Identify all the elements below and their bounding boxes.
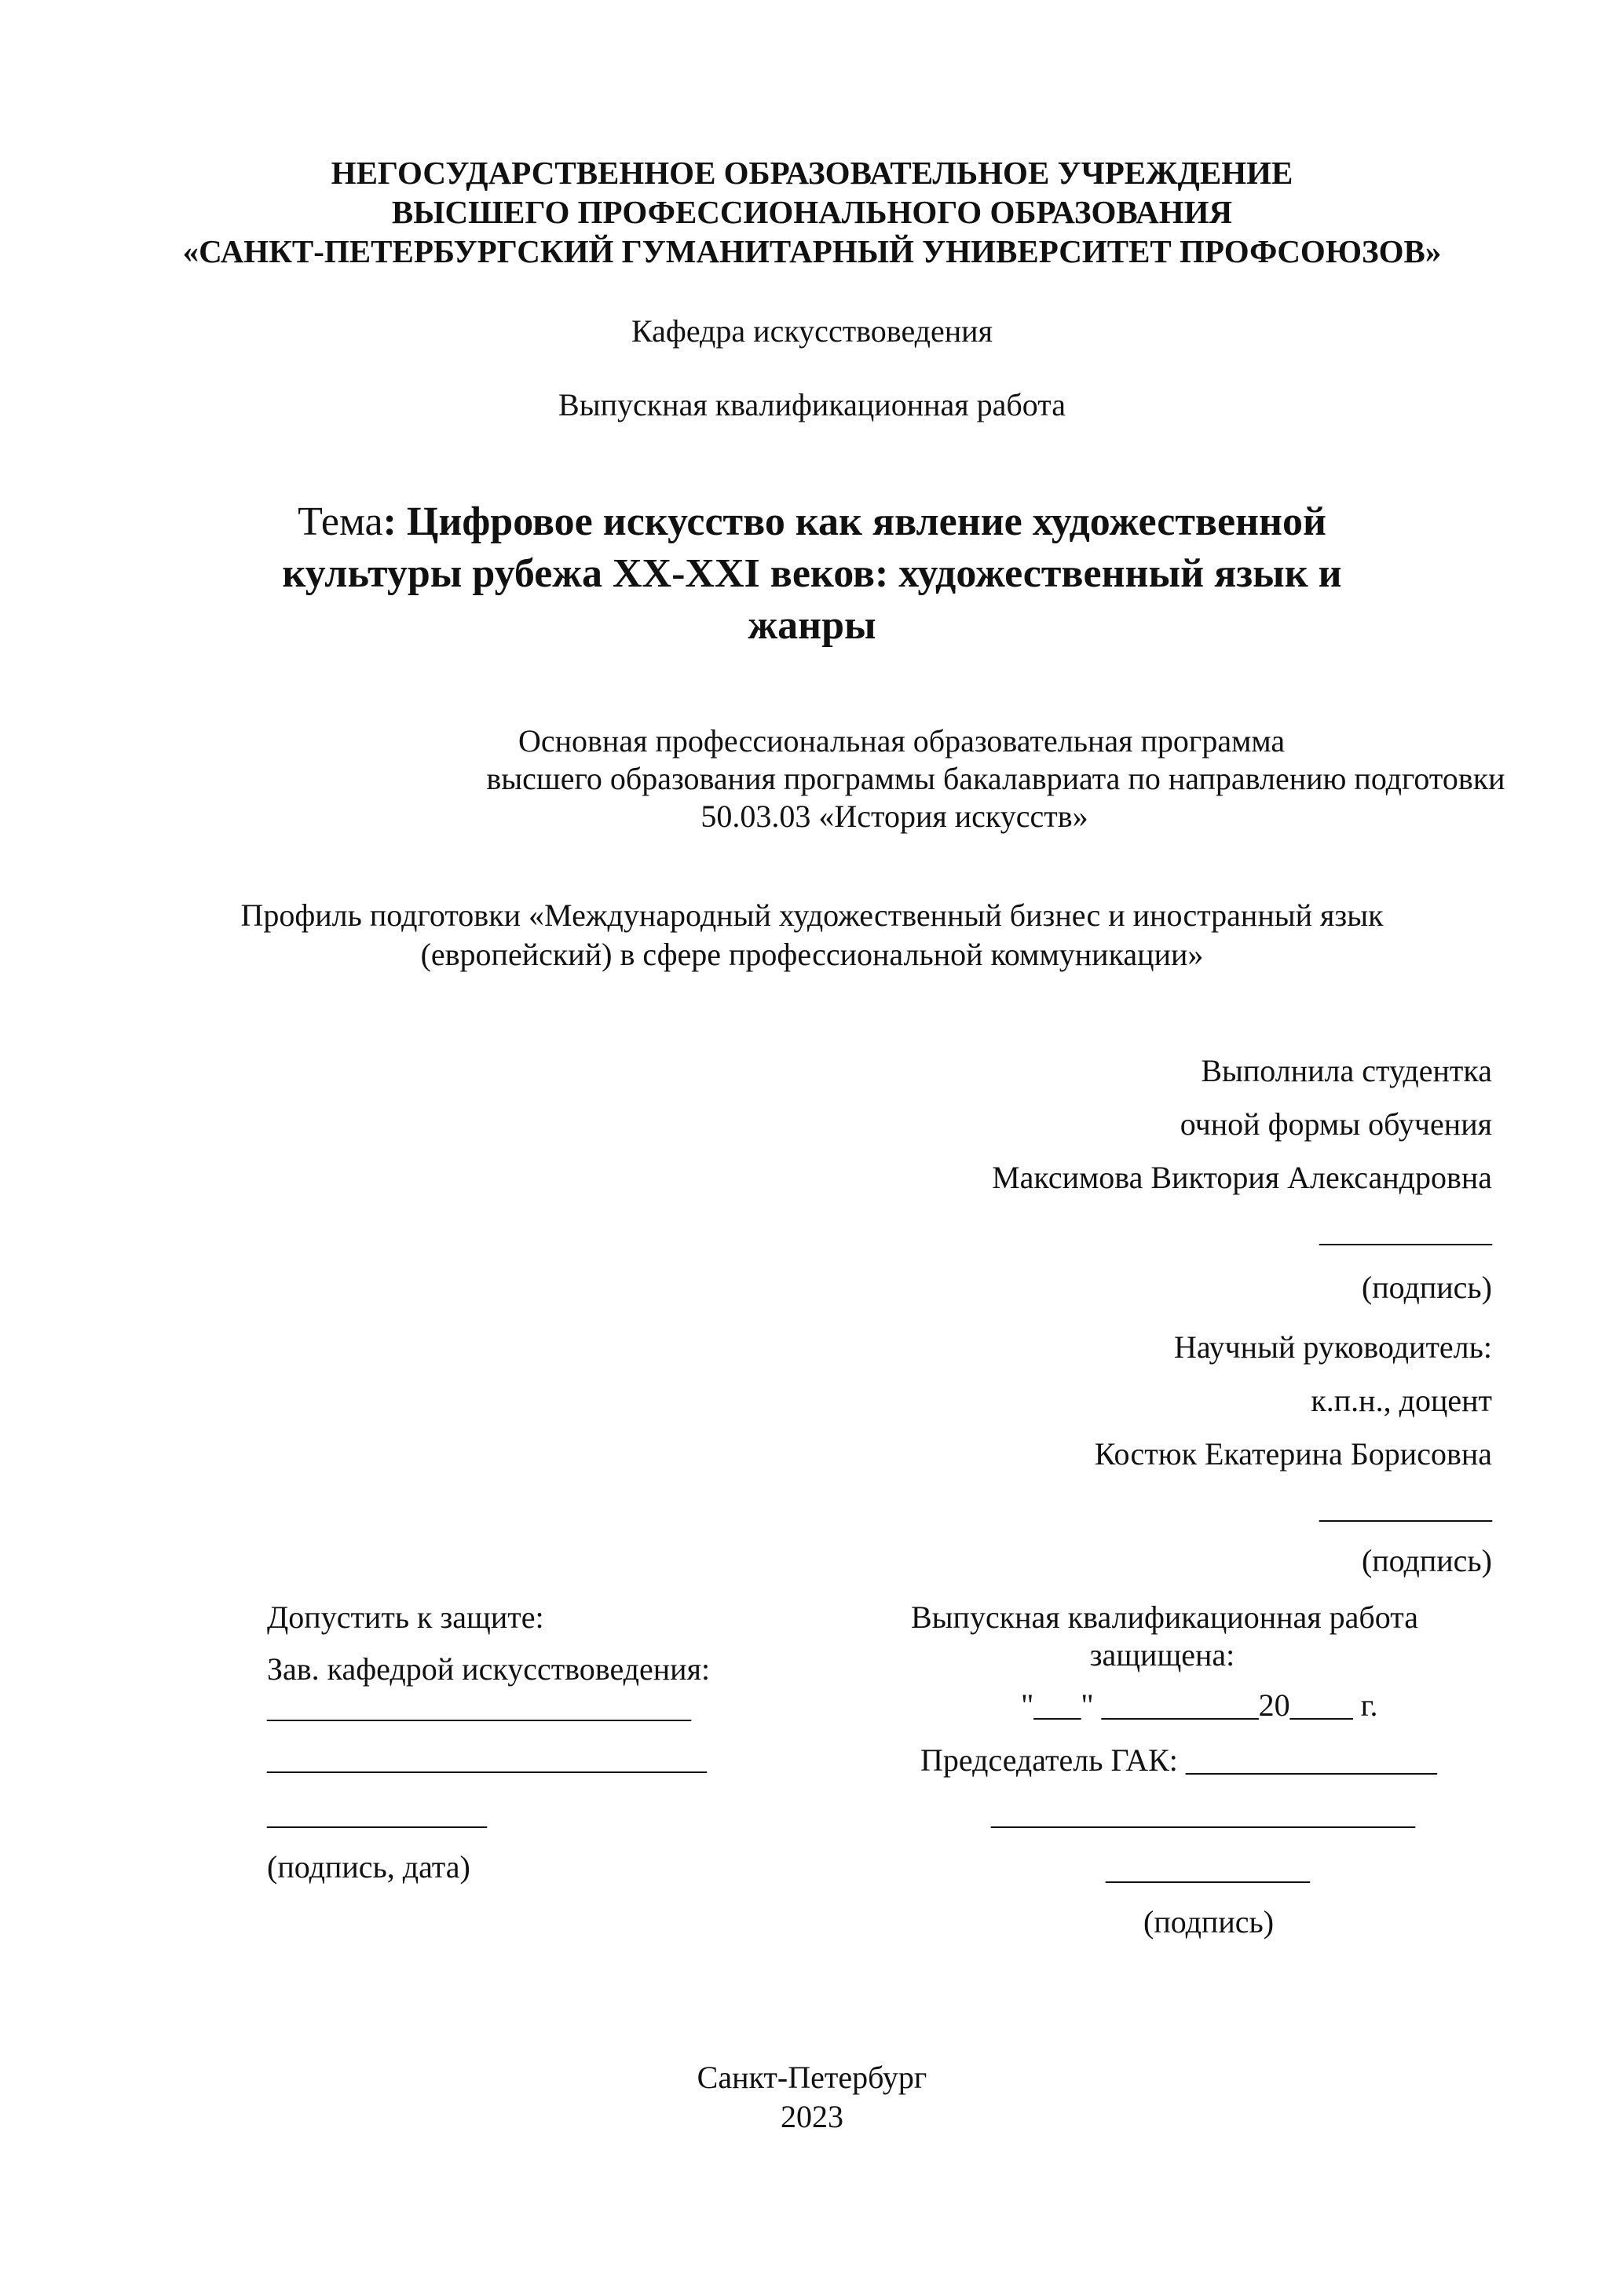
student-signature-line: ___________	[1319, 1213, 1492, 1249]
institution-line-2: ВЫСШЕГО ПРОФЕССИОНАЛЬНОГО ОБРАЗОВАНИЯ	[391, 194, 1233, 230]
student-name: Максимова Виктория Александровна	[992, 1160, 1492, 1195]
supervisor-degree: к.п.н., доцент	[1311, 1383, 1492, 1418]
admission-line-2: ____________________________	[267, 1741, 707, 1776]
program-line-3: 50.03.03 «История искусств»	[700, 799, 1088, 834]
topic-text-1: : Цифровое искусство как явление художественной	[382, 499, 1326, 544]
topic-line-2: культуры рубежа XX-XXI веков: художественный язык и	[282, 551, 1342, 596]
profile-line-1: Профиль подготовки «Международный художественный бизнес и иностранный язык	[240, 898, 1384, 933]
defense-chairman: Председатель ГАК: ________________	[920, 1742, 1437, 1778]
defense-caption: (подпись)	[1143, 1904, 1275, 1940]
profile-line-2: (европейский) в сфере профессиональной коммуникации»	[420, 937, 1204, 972]
admission-line-1: ___________________________	[267, 1689, 691, 1724]
defense-date-line: "___" __________20____ г.	[1021, 1687, 1378, 1723]
supervisor-name: Костюк Екатерина Борисовна	[1094, 1436, 1492, 1472]
work-type: Выпускная квалификационная работа	[558, 387, 1066, 422]
supervisor-signature-line: ___________	[1319, 1490, 1492, 1525]
supervisor-label: Научный руководитель:	[1173, 1329, 1492, 1365]
admission-head: Зав. кафедрой искусствоведения:	[267, 1651, 711, 1687]
supervisor-signature-caption: (подпись)	[1361, 1543, 1492, 1578]
program-line-1: Основная профессиональная образовательная программа	[518, 723, 1286, 759]
footer-year: 2023	[781, 2099, 843, 2134]
footer-city: Санкт-Петербург	[697, 2060, 927, 2095]
admission-line-3: ______________	[267, 1796, 487, 1831]
topic-label: Тема	[298, 499, 383, 544]
defense-line-2: _____________	[1106, 1851, 1310, 1886]
topic-line-1	[0, 496, 1624, 548]
program-line-2: высшего образования программы бакалавриата по направлению подготовки	[486, 761, 1505, 796]
institution-line-1: НЕГОСУДАРСТВЕННОЕ ОБРАЗОВАТЕЛЬНОЕ УЧРЕЖДЕНИЕ	[331, 155, 1293, 191]
department: Кафедра искусствоведения	[631, 313, 993, 349]
student-form: очной формы обучения	[1180, 1106, 1492, 1142]
defense-line-1: ___________________________	[991, 1796, 1415, 1831]
defense-label-line-2: защищена:	[1089, 1637, 1235, 1673]
institution-line-3: «САНКТ-ПЕТЕРБУРГСКИЙ ГУМАНИТАРНЫЙ УНИВЕРСИТЕТ ПРОФСОЮЗОВ»	[182, 233, 1442, 269]
admission-caption: (подпись, дата)	[267, 1849, 470, 1885]
student-label: Выполнила студентка	[1201, 1053, 1492, 1088]
defense-label-line-1: Выпускная квалификационная работа	[911, 1600, 1418, 1635]
admission-label: Допустить к защите:	[267, 1600, 544, 1635]
topic-line-3: жанры	[748, 603, 876, 648]
student-signature-caption: (подпись)	[1361, 1270, 1492, 1305]
